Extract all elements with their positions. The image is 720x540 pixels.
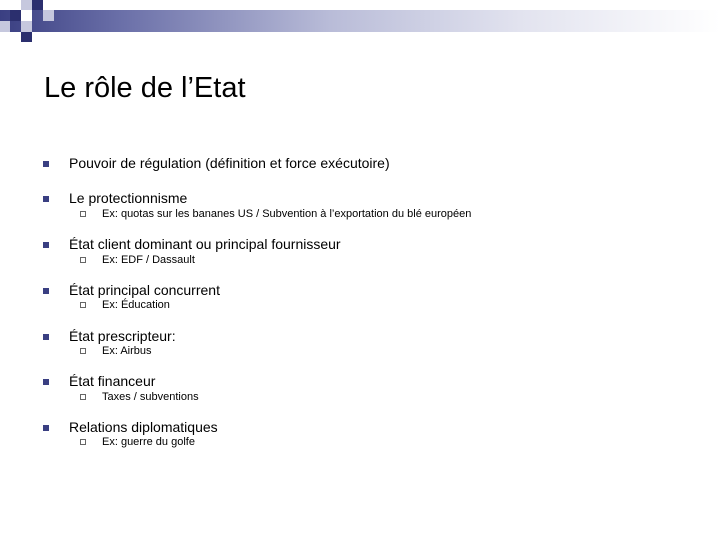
sub-bullet-square-icon (80, 257, 86, 263)
bullet-item: État client dominant ou principal fournisseur (69, 236, 341, 252)
bullet-item: État prescripteur: (69, 328, 176, 344)
bullet-item: Le protectionnisme (69, 190, 188, 206)
bullet-item: Relations diplomatiques (69, 419, 218, 435)
bullet-item: État principal concurrent (69, 282, 220, 298)
sub-bullet-item: Ex: quotas sur les bananes US / Subvention à l’exportation du blé européen (102, 208, 472, 220)
sub-bullet-square-icon (80, 439, 86, 445)
sub-bullet-item: Ex: guerre du golfe (102, 436, 195, 448)
bullet-item: État financeur (69, 373, 156, 389)
sub-bullet-item: Ex: EDF / Dassault (102, 254, 195, 266)
slide-title: Le rôle de l’Etat (44, 72, 246, 104)
bullet-square-icon (43, 288, 49, 294)
bullet-item: Pouvoir de régulation (définition et force exécutoire) (69, 155, 390, 171)
bullet-square-icon (43, 425, 49, 431)
sub-bullet-square-icon (80, 394, 86, 400)
sub-bullet-item: Ex: Airbus (102, 345, 152, 357)
sub-bullet-item: Ex: Éducation (102, 299, 170, 311)
sub-bullet-item: Taxes / subventions (102, 391, 199, 403)
bullet-square-icon (43, 379, 49, 385)
bullet-square-icon (43, 242, 49, 248)
sub-bullet-square-icon (80, 348, 86, 354)
bullet-square-icon (43, 161, 49, 167)
bullet-square-icon (43, 196, 49, 202)
sub-bullet-square-icon (80, 302, 86, 308)
sub-bullet-square-icon (80, 211, 86, 217)
bullet-square-icon (43, 334, 49, 340)
